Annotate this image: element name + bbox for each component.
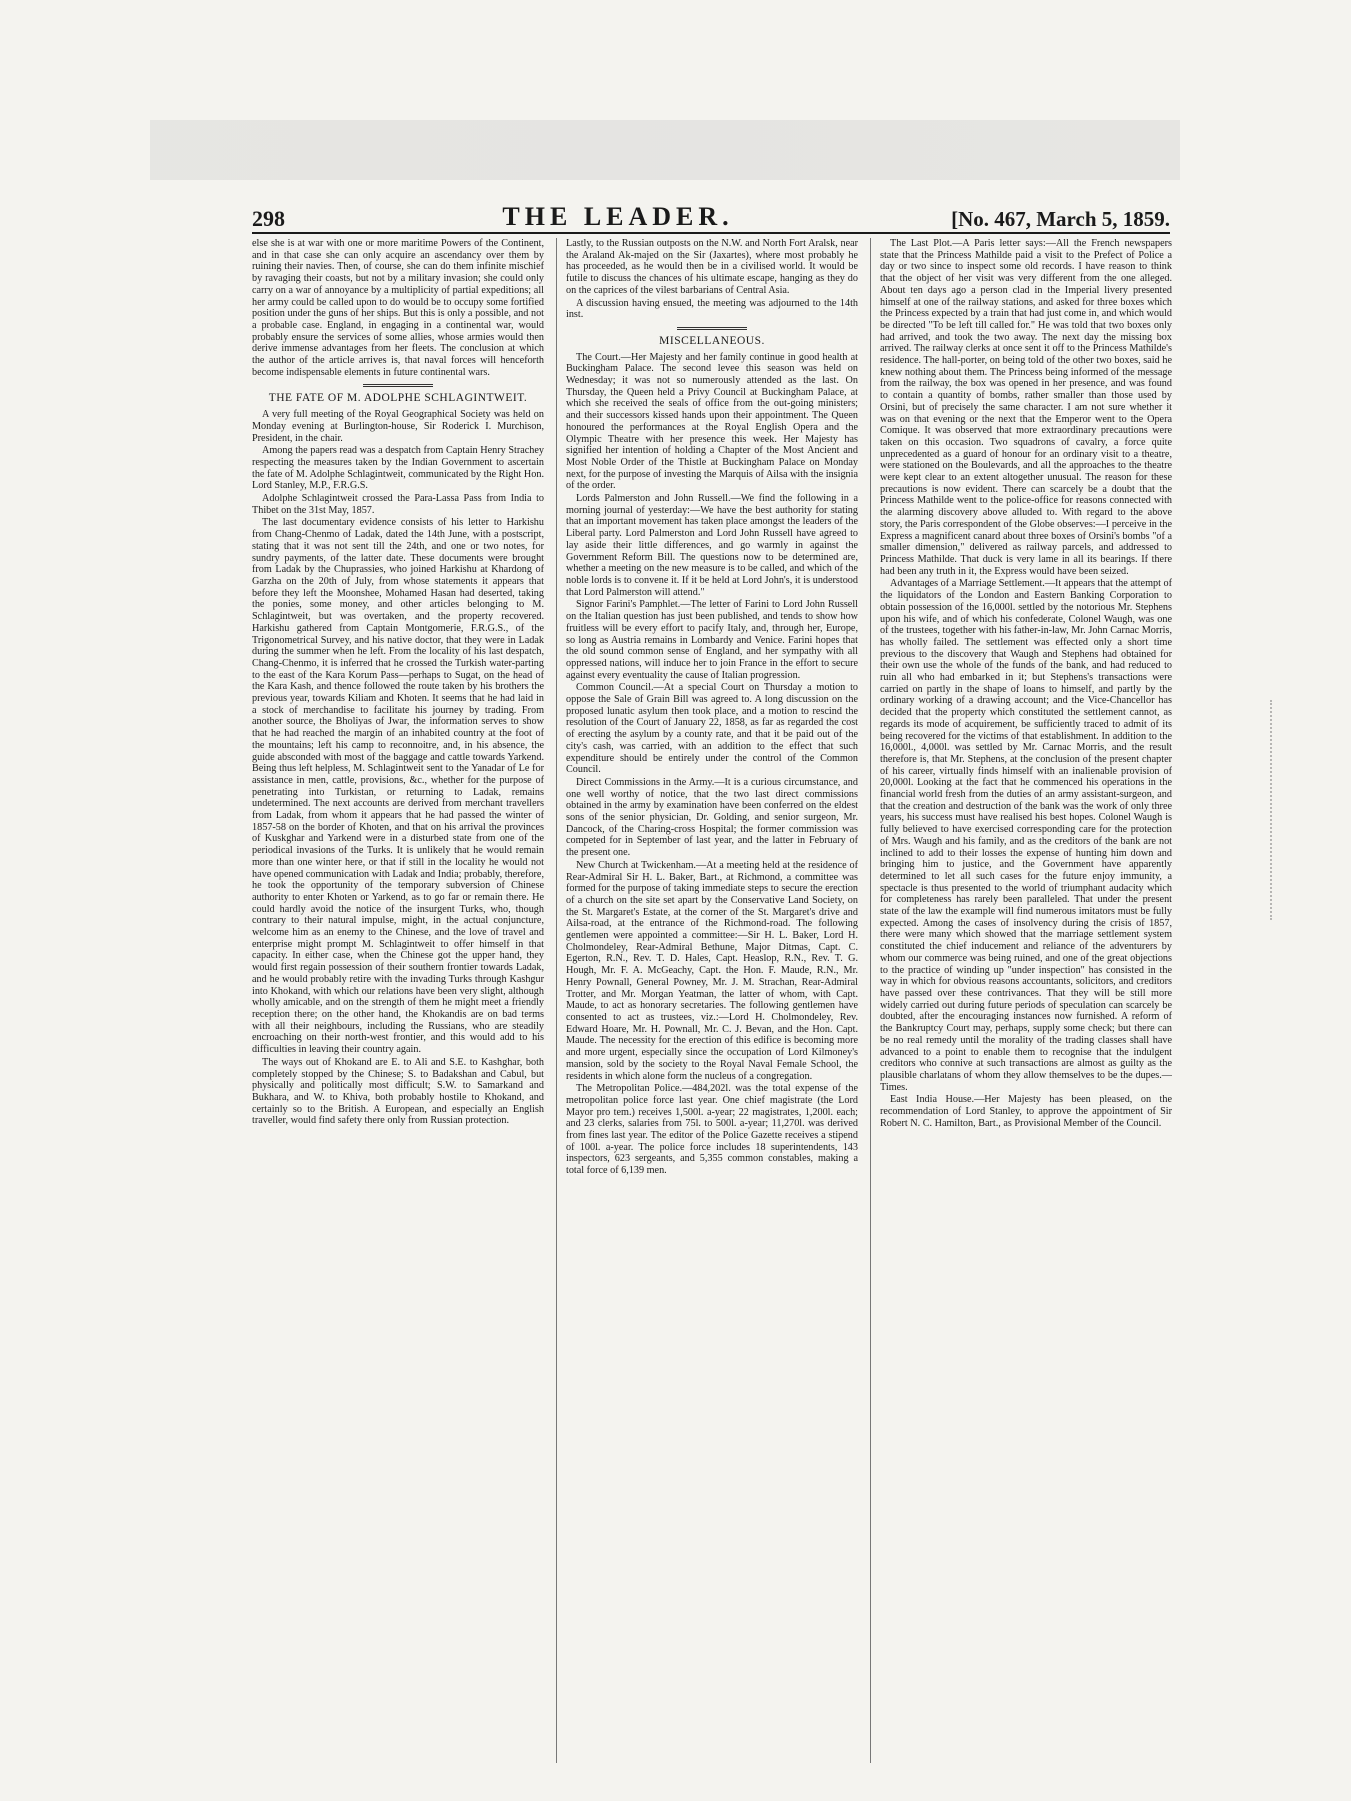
article-paragraph: else she is at war with one or more maritime Powers of the Continent, and in that case she can only acquire an ascendancy over them by ruining their navies. Then, of course, she can do them infinite mischief by ravaging their coasts, but not by a military invasion; she could only carry on a war of annoyance by a multiplicity of partial expeditions; all her army could be called upon to do would be to occupy some fortified position under the guns of her ships. But this is only a possible, and not a probable case. England, in engaging in a continental war, would probably ensure the services of some allies, whose armies would then derive immense advantages from her fleets. The conclusion at which the author of the article arrives is, that naval forces will henceforth become indispensable elements in future continental wars. bbox=[252, 238, 544, 378]
article-paragraph: Lastly, to the Russian outposts on the N.W. and North Fort Aralsk, near the Araland Ak-majed on the Sir (Jaxartes), where most probably he has proceeded, as he would then be in a civilised world. It would be futile to discuss the chances of his ultimate escape, hanging as they do on the caprices of the vilest barbarians of Central Asia. bbox=[566, 238, 858, 296]
article-paragraph: The last documentary evidence consists of his letter to Harkishu from Chang-Chenmo of Ladak, dated the 14th June, with a postscript, stating that it was not sent till the 24th, and one or two notes, for sundry payments, of the latter date. These documents were brought from Ladak by the Chuprassies, who joined Harkishu at Khardong of Garzha on the 20th of July, from whose statements it appears that before they left the Moonshee, Mohamed Hasan had deserted, taking the ponies, some money, and other articles belonging to M. Schlagintweit, but was overtaken, and the property recovered. Harkishu gathered from Captain Montgomerie, F.R.G.S., of the Trigonometrical Survey, and his native doctor, that they were in Ladak during the summer when he left. From the locality of his last despatch, Chang-Chenmo, it is inferred that he crossed the Turkish water-parting to the east of the Kara Korum Pass—perhaps to Sugat, on the head of the Kara Kash, and thence followed the route taken by his brothers the previous year, towards Kiliam and Khoten. It seems that he had laid in a stock of merchandise to facilitate his journey by trading. From another source, the Bholiyas of Jwar, the information serves to show that he had reached the margin of an inhabited country at the foot of the mountains; left his camp to reconnoitre, and, in his absence, the guide absconded with most of the baggage and cattle towards Yarkend. Being thus left helpless, M. Schlagintweit sent to the Yanadar of Le for assistance in men, cattle, provisions, &c., whether for the purpose of penetrating into Turkistan, or returning to Ladak, remains undetermined. The next accounts are derived from merchant travellers from Ladak, from whom it appears that he had passed the winter of 1857-58 on the border of Khoten, and that on his arrival the provinces of Kuskghar and Yarkend were in a disturbed state from one of the periodical invasions of the Turks. It is unlikely that he would remain more than one winter here, or that if still in the locality he would not have opened communication with Ladak and India; probably, therefore, he took the opportunity of the temporary subversion of Chinese authority to enter Khoten or Yarkend, as to go far or remain there. He could hardly avoid the notice of the insurgent Turks, who, though contrary to their natural impulse, might, in the actual conjuncture, welcome him as an enemy to the Chinese, and the love of travel and enterprise might prompt M. Schlagintweit to offer himself in that capacity. In either case, when the Chinese got the upper hand, they would first regain possession of their southern frontier towards Ladak, and he would probably retire with the invading Turks through Kashgur into Khokand, with which our relations have been very slight, although wholly amicable, and on the strength of them he might meet a friendly reception there; on the other hand, the Khokandis are on bad terms with all their neighbours, including the Russians, who are steadily encroaching on their north-west frontier, and this would add to his difficulties in leaving their country again. bbox=[252, 517, 544, 1056]
issue-info: [No. 467, March 5, 1859. bbox=[951, 207, 1170, 231]
page-number: 298 bbox=[252, 206, 285, 231]
article-paragraph: A very full meeting of the Royal Geographical Society was held on Monday evening at Burlington-house, Sir Roderick I. Murchison, President, in the chair. bbox=[252, 409, 544, 444]
news-item: New Church at Twickenham.—At a meeting held at the residence of Rear-Admiral Sir H. L. Baker, Bart., at Richmond, a committee was formed for the purpose of taking immediate steps to secure the erection of a church on the site set apart by the Conservative Land Society, on the St. Margaret's Estate, at the corner of the St. Margaret's drive and Ailsa-road, at the entrance of the Richmond-road. The following gentlemen were appointed a committee:—Sir H. L. Baker, Lord H. Cholmondeley, Rear-Admiral Bethune, Major Ditmas, Capt. C. Egerton, R.N., Rev. T. D. Hales, Capt. Heaslop, R.N., Rev. T. G. Hough, Mr. F. A. McGeachy, Capt. the Hon. F. Maude, R.N., Mr. Henry Pownall, General Powney, Mr. J. M. Strachan, Rear-Admiral Trotter, and Mr. Morgan Yeatman, the latter of whom, with Capt. Maude, to act as honorary secretaries. The following gentlemen have consented to act as trustees, viz.:—Lord H. Cholmondeley, Rev. Edward Hoare, Mr. H. Pownall, Mr. C. J. Bevan, and the Hon. Capt. Maude. The necessity for the erection of this edifice is becoming more and more urgent, especially since the occupation of Lord Kilmoney's mansion, sold by the society to the Royal Naval Female School, the residents in which alone form the nucleus of a congregation. bbox=[566, 859, 858, 1082]
article-heading: THE FATE OF M. ADOLPHE SCHLAGINTWEIT. bbox=[268, 392, 528, 405]
news-item: Lords Palmerston and John Russell.—We find the following in a morning journal of yesterday:—We have the best authority for stating that an important movement has taken place amongst the leaders of the Liberal party. Lord Palmerston and Lord John Russell have agreed to lay aside their little differences, and go warmly in against the Government Reform Bill. The questions now to be determined are, whether a meeting on the new measure is to be called, and which of the noble lords is to convene it. If it be held at Lord John's, it is understood that Lord Palmerston will attend." bbox=[566, 493, 858, 598]
scan-margin-mark bbox=[1270, 700, 1296, 920]
column-2 bbox=[566, 238, 858, 1778]
news-item: The Last Plot.—A Paris letter says:—All the French newspapers state that the Princess Mathilde paid a visit to the Prefect of Police a day or two since to inspect some old records. I have reason to think that the object of her visit was very different from the one alleged. About ten days ago a person clad in the Imperial livery presented himself at one of the railway stations, and asked for three boxes which the Princess expected by a train that had just come in, and which would be directed "To be left till called for." He was told that two boxes only had arrived, and took the two away. The next day the missing box arrived. The railway clerks at once sent it off to the Princess Mathilde's residence. The hall-porter, on being told of the other two boxes, said he knew nothing about them. The Princess being informed of the message from the railway, the box was opened in her presence, and was found to contain a quantity of bombs, rather smaller than those used by Orsini, but of precisely the same character. I am not sure whether it was on that evening or the next that the Emperor went to the Opera Comique. It was observed that more extraordinary precautions were taken on this occasion. Two squadrons of cavalry, a force quite unprecedented as a guard of honour for an ordinary visit to a theatre, were stationed on the Boulevards, and all the approaches to the theatre were kept clear to an extent altogether unusual. The reason for these precautions is now evident. There can scarcely be a doubt that the Princess Mathilde went to the police-office for reasons connected with the alarming discovery above alluded to. With regard to the above story, the Paris correspondent of the Globe observes:—I perceive in the Express a magnificent canard about three boxes of Orsini's bombs "of a smaller dimension," delivered as railway parcels, and addressed to Princess Mathilde. That duck is very lame in all its bearings. If there had been any truth in it, the Express would have been seized. bbox=[880, 238, 1172, 577]
column-rule-2 bbox=[870, 238, 871, 1763]
newspaper-title: THE LEADER. bbox=[502, 202, 734, 231]
section-heading: MISCELLANEOUS. bbox=[659, 334, 765, 347]
masthead bbox=[252, 198, 1170, 234]
news-item: Common Council.—At a special Court on Thursday a motion to oppose the Sale of Grain Bill was agreed to. A long discussion on the proposed lunatic asylum then took place, and a motion to rescind the resolution of the Court of January 22, 1858, as far as regarded the cost of erecting the asylum by a county rate, and that it be paid out of the city's cash, was carried, with an addition to the effect that such expenditure should be entirely under the control of the Common Council. bbox=[566, 682, 858, 776]
article-paragraph: Adolphe Schlagintweit crossed the Para-Lassa Pass from India to Thibet on the 31st May, 1857. bbox=[252, 493, 544, 516]
separator-rule bbox=[677, 327, 747, 330]
news-item: East India House.—Her Majesty has been pleased, on the recommendation of Lord Stanley, to approve the appointment of Sir Robert N. C. Hamilton, Bart., as Provisional Member of the Council. bbox=[880, 1094, 1172, 1129]
article-paragraph: The ways out of Khokand are E. to Ali and S.E. to Kashghar, both completely stopped by the Chinese; S. to Badakshan and Cabul, but physically and politically most difficult; S.W. to Samarkand and Bukhara, and W. to Khiva, both probably hostile to Khokand, and certainly so to the British. A European, and especially an English traveller, would find safety there only from Russian protection. bbox=[252, 1056, 544, 1127]
news-item: The Metropolitan Police.—484,202l. was the total expense of the metropolitan police force last year. One chief magistrate (the Lord Mayor pro tem.) receives 1,500l. a-year; 22 magistrates, 1,200l. each; and 23 clerks, salaries from 75l. to 500l. a-year; 11,270l. was derived from fines last year. The editor of the Police Gazette receives a stipend of 100l. a-year. The police force includes 18 superintendents, 143 inspectors, 623 sergeants, and 5,355 common constables, making a total force of 6,139 men. bbox=[566, 1083, 858, 1177]
scan-smudge bbox=[150, 120, 1180, 180]
article-paragraph: Among the papers read was a despatch from Captain Henry Strachey respecting the measures taken by the Indian Government to ascertain the fate of M. Adolphe Schlagintweit, communicated by the Right Hon. Lord Stanley, M.P., F.R.G.S. bbox=[252, 445, 544, 492]
news-item: Advantages of a Marriage Settlement.—It appears that the attempt of the liquidators of the London and Eastern Banking Corporation to obtain possession of the 16,000l. settled by the notorious Mr. Stephens upon his wife, and of which his confederate, Colonel Waugh, was one of the trustees, together with his father-in-law, Mr. John Carnac Morris, has wholly failed. The settlement was effected only a short time previous to the discovery that Waugh and Stephens had obtained for their own use the whole of the funds of the bank, and had reduced to ruin all who had embarked in it; but Stephens's transactions were carried on partly in the shape of loans to himself, and partly by the ordinary working of a drawing account; and the Vice-Chancellor has decided that the property which constituted the settlement cannot, as regards its mode of acquirement, be sufficiently traced to admit of its being recovered for the victims of that establishment. In addition to the 16,000l., 4,000l. was settled by Mr. Carnac Morris, and the result therefore is, that Mr. Stephens, at the conclusion of the present chapter of his career, virtually finds himself with an inalienable provision of 20,000l. Looking at the fact that he commenced his operations in the financial world fresh from the duties of an army assistant-surgeon, and that the creation and destruction of the bank was the work of only three years, his success must have realised his best hopes. Colonel Waugh is fully believed to have exercised corresponding care for the protection of Mrs. Waugh and his family, and as the creditors of the bank are not inclined to add to their losses the expense of hunting him down and bringing him to justice, and the Government have apparently determined to let all such cases for the future enjoy immunity, a spectacle is thus presented to the world of triumphant audacity which for completeness has rarely been paralleled. That under the present state of the law the example will find numerous imitators must be fully expected. Among the cases of insolvency during the crisis of 1857, there were many which showed that the marriage settlement system constituted the chief inducement and reliance of the adventurers by whom our commerce was being ruined, and one of the great objections to the practice of winding up "under inspection" has consisted in the way in which for obvious reasons accountants, solicitors, and creditors have passed over these contrivances. That they will be still more widely carried out during future periods of speculation can scarcely be doubted, after the encouraging instances now furnished. A reform of the Bankruptcy Court may, perhaps, supply some check; but there can be no real remedy until the morality of the trading classes shall have advanced to a point to enable them to recognise that the indulgent creditors who connive at such transactions are almost as guilty as the plausible charlatans of whom they allow themselves to be the dupes.—Times. bbox=[880, 578, 1172, 1093]
news-item: Signor Farini's Pamphlet.—The letter of Farini to Lord John Russell on the Italian question has just been published, and tends to show how fruitless will be every effort to pacify Italy, and, through her, Europe, so long as Austria remains in Lombardy and Venice. Farini hopes that the old sound common sense of England, and her sympathy with all oppressed nations, will induce her to join France in the effort to secure against every eventuality the cause of Italian progression. bbox=[566, 599, 858, 681]
column-1 bbox=[252, 238, 544, 1778]
column-3 bbox=[880, 238, 1172, 1778]
column-rule-1 bbox=[556, 238, 557, 1763]
news-item: The Court.—Her Majesty and her family continue in good health at Buckingham Palace. The second levee this season was held on Wednesday; it was not so numerously attended as the last. On Thursday, the Queen held a Privy Council at Buckingham Palace, at which she received the seals of office from the out-going ministers; and their successors kissed hands upon their appointment. The Queen honoured the performances at the Royal English Opera and the Olympic Theatre with her presence this week. Her Majesty has signified her intention of holding a Chapter of the Most Ancient and Most Noble Order of the Thistle at Buckingham Palace on Monday next, for the purpose of investing the Marquis of Ailsa with the insignia of the order. bbox=[566, 351, 858, 492]
news-item: Direct Commissions in the Army.—It is a curious circumstance, and one well worthy of notice, that the two last direct commissions obtained in the army by examination have been conferred on the eldest sons of the senior physician, Dr. Golding, and senior surgeon, Mr. Dancock, of the Charing-cross Hospital; the former commission was competed for in September of last year, and the latter in February of the present one. bbox=[566, 776, 858, 859]
article-paragraph: A discussion having ensued, the meeting was adjourned to the 14th inst. bbox=[566, 297, 858, 321]
separator-rule bbox=[363, 384, 433, 387]
